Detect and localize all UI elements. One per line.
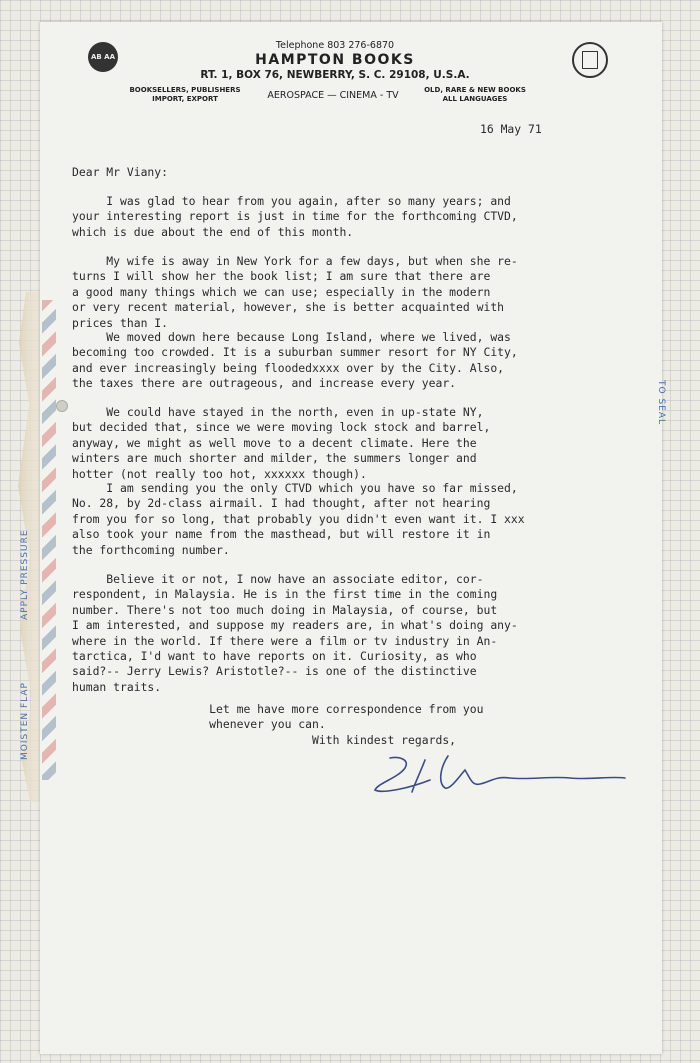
letterhead-center-tag: AEROSPACE — CINEMA - TV <box>267 90 399 101</box>
paragraph: My wife is away in New York for a few days, but when she re- turns I will show her the book list; I am sure that there are a good many things which we can use; especially in the modern or very recent material, however, she is better acquainted with prices than I. <box>72 254 518 330</box>
signature <box>370 748 630 798</box>
paragraph: I am sending you the only CTVD which you have so far missed, No. 28, by 2d-class airmail. I had thought, after not hearing from you for so long, that probably you didn't even want it. I xxx also took your name from the masthead, but will restore it in the forthcoming number. <box>72 481 525 557</box>
paragraph: Believe it or not, I now have an associate editor, cor- respondent, in Malaysia. He is in the first time in the coming number. There's not too much doing in Malaysia, of course, but I am interested, and suppose my readers are, in what's doing any- where in the world. If there were a film or tv industry in An- tarctica, I'd want to have reports on it. Curiosity, as who said?-- Jerry Lewis? Aristotle?-- is one of the distinctive human traits. <box>72 572 518 694</box>
closing: Let me have more correspondence from you whenever you can. With kindest regards, <box>209 702 484 747</box>
edge-text-apply-pressure: APPLY PRESSURE <box>20 529 30 620</box>
paragraph: We moved down here because Long Island, where we lived, was becoming too crowded. It is a suburban summer resort for NY City, and ever increasingly being floodedxxxx over by the City. Also, the taxes there are outrageous, and increase every year. <box>72 330 518 391</box>
paragraph: We could have stayed in the north, even in up-state NY, but decided that, since we were moving lock stock and barrel, anyway, we might as well move to a decent climate. Here the winters are much shorter and milder, the summers longer and hotter (not really too hot, xxxxxx though). <box>72 405 491 481</box>
abaa-logo-text: AB AA <box>90 53 116 61</box>
edge-text-moisten-flap: MOISTEN FLAP <box>20 682 30 760</box>
company-name: HAMPTON BOOKS <box>255 52 415 68</box>
paragraph: I was glad to hear from you again, after so many years; and your interesting report is just in time for the forthcoming CTVD, which is due about the end of this month. <box>72 194 518 239</box>
salutation: Dear Mr Viany: <box>72 165 169 179</box>
letterhead-left-tag: BOOKSELLERS, PUBLISHERS IMPORT, EXPORT <box>129 86 241 103</box>
edge-text-to-seal: TO SEAL <box>656 380 666 426</box>
company-address: RT. 1, BOX 76, NEWBERRY, S. C. 29108, U.S.A. <box>200 69 470 81</box>
letterhead-right-tag: OLD, RARE & NEW BOOKS ALL LANGUAGES <box>424 86 526 103</box>
letter-date: 16 May 71 <box>480 122 542 136</box>
letterhead-phone: Telephone 803 276-6870 <box>275 40 395 51</box>
